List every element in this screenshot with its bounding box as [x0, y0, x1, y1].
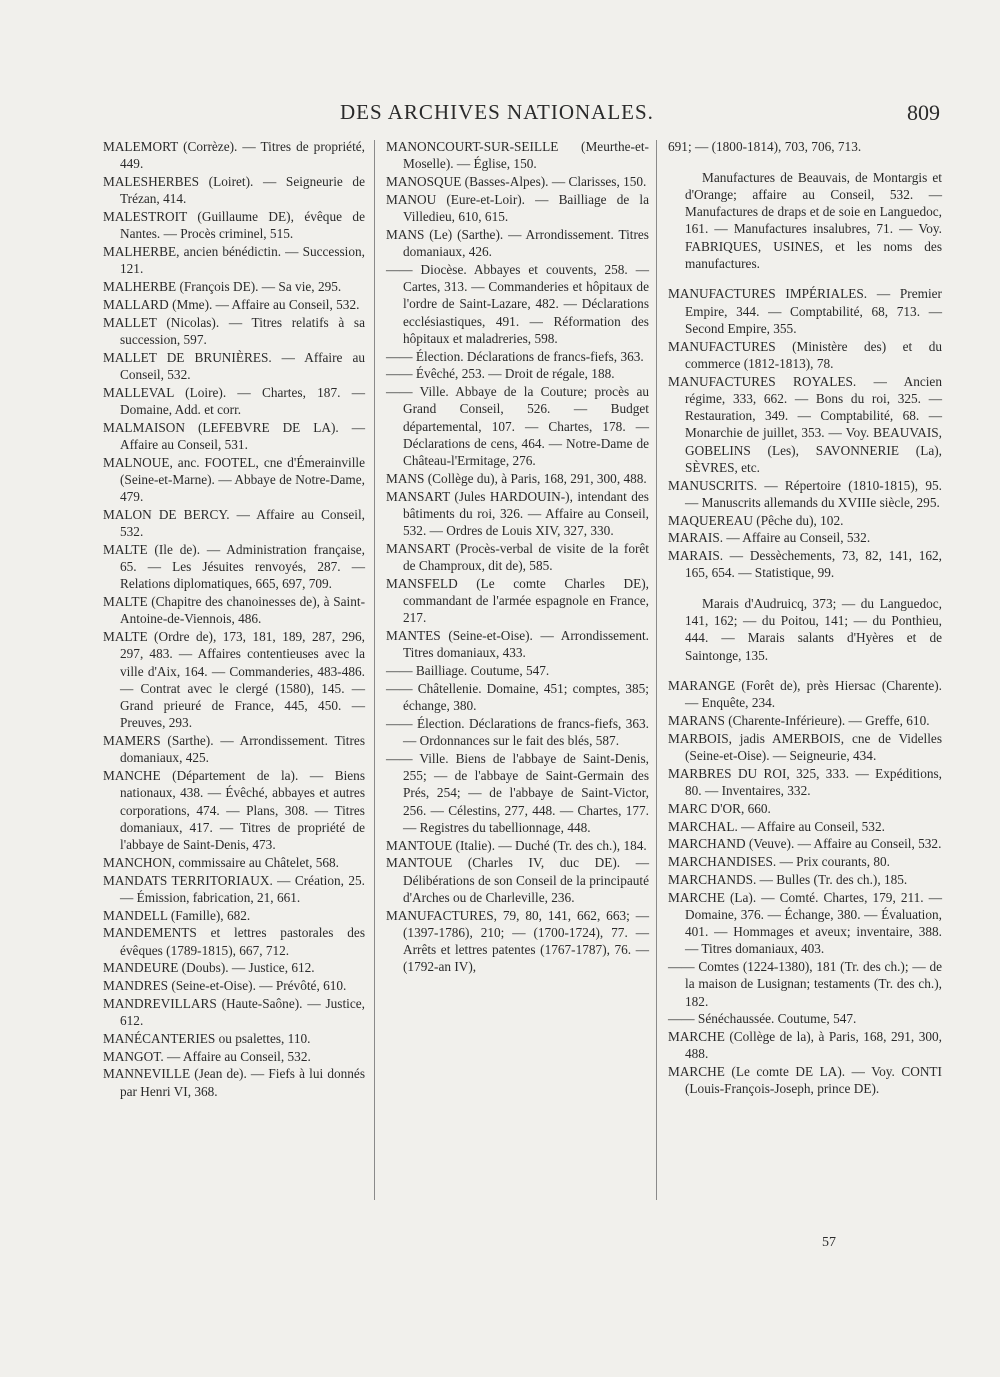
- index-entry: MARCHANDS. — Bulles (Tr. des ch.), 185.: [668, 871, 908, 887]
- index-entry: MALTE (Chapitre des chanoinesses de), à Saint-Antoine-de-Viennois, 486.: [103, 594, 365, 627]
- index-entry: MALESTROIT (Guillaume DE), évêque de Nantes. — Procès criminel, 515.: [103, 209, 365, 242]
- index-entry: —— Ville. Biens de l'abbaye de Saint-Denis, 255; — de l'abbaye de Saint-Germain des Prés, 254; — de l'abbaye de Saint-Victor, 256. — Célestins, 277, 448. — Chartes, 177. — Registres du tabellionnage, 448.: [386, 750, 649, 835]
- index-entry: MALMAISON (LEFEBVRE DE LA). — Affaire au Conseil, 531.: [103, 419, 365, 452]
- index-entry: MANSART (Procès-verbal de visite de la forêt de Champroux, dit de), 585.: [386, 540, 649, 573]
- index-entry: MANSART (Jules HARDOUIN-), intendant des bâtiments du roi, 326. — Affaire au Conseil, 532. — Ordres de Louis XIV, 327, 330.: [386, 488, 649, 538]
- index-entry: —— Châtellenie. Domaine, 451; comptes, 385; échange, 380.: [386, 680, 649, 713]
- index-entry: MALON DE BERCY. — Affaire au Conseil, 532.: [103, 506, 365, 539]
- index-entry: —— Élection. Déclarations de francs-fiefs, 363.: [386, 348, 644, 364]
- index-entry: —— Élection. Déclarations de francs-fiefs, 363. — Ordonnances sur le fait des blés, 587.: [386, 715, 649, 748]
- column-divider: [374, 140, 375, 1200]
- index-entry: MANUFACTURES, 79, 80, 141, 662, 663; — (1397-1786), 210; — (1700-1724), 77. — Arrêts et lettres patentes (1767-1787), 76. — (1792-an IV),: [386, 907, 649, 975]
- index-entry: MALTE (Ile de). — Administration française, 65. — Les Jésuites renvoyés, 287. — Relations diplomatiques, 665, 697, 709.: [103, 541, 365, 592]
- page-header: [100, 100, 940, 130]
- index-entry: MANS (Collège du), à Paris, 168, 291, 300, 488.: [386, 470, 647, 486]
- index-entry: MARCHAL. — Affaire au Conseil, 532.: [668, 818, 885, 834]
- index-entry: MANDRES (Seine-et-Oise). — Prévôté, 610.: [103, 978, 347, 993]
- index-entry: MANTOUE (Charles IV, duc DE). — Délibérations de son Conseil de la principauté d'Arches ou de Charleville, 236.: [386, 855, 649, 905]
- index-entry: MANOSQUE (Basses-Alpes). — Clarisses, 150.: [386, 174, 647, 189]
- index-entry: MARCHE (La). — Comté. Chartes, 179, 211. — Domaine, 376. — Échange, 380. — Évaluation, 401. — Hommages et aveux; inventaire, 388. — Titres domaniaux, 403.: [668, 889, 942, 957]
- index-entry: MANONCOURT-SUR-SEILLE (Meurthe-et-Moselle). — Église, 150.: [386, 139, 649, 172]
- index-entry: MALLET DE BRUNIÈRES. — Affaire au Conseil, 532.: [103, 349, 365, 382]
- index-column-3: [668, 138, 942, 1098]
- index-entry: MANSFELD (Le comte Charles DE), commandant de l'armée espagnole en France, 217.: [386, 575, 649, 626]
- index-entry: MANGOT. — Affaire au Conseil, 532.: [103, 1048, 311, 1064]
- index-entry: MARAIS. — Dessèchements, 73, 82, 141, 162, 165, 654. — Statistique, 99.: [668, 548, 942, 581]
- index-entry: MANUFACTURES ROYALES. — Ancien régime, 333, 662. — Bons du roi, 325. — Restauration, 349. — Comptabilité, 68. — Monarchie de juillet, 353. — Voy. BEAUVAIS, GOBELINS (Les), SAVONNERIE (La), SÈVRES, etc.: [668, 373, 942, 475]
- index-entry: MANTOUE (Italie). — Duché (Tr. des ch.), 184.: [386, 837, 647, 853]
- index-entry: MARCHE (Collège de la), à Paris, 168, 291, 300, 488.: [668, 1029, 942, 1062]
- index-entry: —— Bailliage. Coutume, 547.: [386, 663, 550, 678]
- index-entry: MANCHE (Département de la). — Biens nationaux, 438. — Évêché, abbayes et autres corporations, 474. — Plans, 308. — Titres domaniaux, 417. — Titres de propriété de l'abbaye de Saint-Denis, 473.: [103, 768, 365, 852]
- index-entry: MANTES (Seine-et-Oise). — Arrondissement. Titres domaniaux, 433.: [386, 628, 649, 661]
- page-number: 809: [907, 100, 940, 125]
- index-entry: —— Comtes (1224-1380), 181 (Tr. des ch.); — de la maison de Lusignan; testaments (Tr. des ch.), 182.: [668, 959, 942, 1009]
- index-entry: MANÉCANTERIES ou psalettes, 110.: [103, 1030, 311, 1046]
- index-entry: MANS (Le) (Sarthe). — Arrondissement. Titres domaniaux, 426.: [386, 226, 649, 259]
- index-entry: MANDEURE (Doubs). — Justice, 612.: [103, 960, 315, 976]
- index-entry: MANUFACTURES (Ministère des) et du commerce (1812-1813), 78.: [668, 338, 942, 371]
- index-entry: MANDEMENTS et lettres pastorales des évêques (1789-1815), 667, 712.: [103, 925, 365, 958]
- index-entry: MARC D'OR, 660.: [668, 800, 771, 816]
- index-entry: MALLET (Nicolas). — Titres relatifs à sa succession, 597.: [103, 314, 365, 347]
- index-entry: MARCHAND (Veuve). — Affaire au Conseil, 532.: [668, 836, 942, 852]
- index-entry: MANUFACTURES IMPÉRIALES. — Premier Empire, 344. — Comptabilité, 68, 713. — Second Empire, 355.: [668, 286, 942, 336]
- column-divider: [656, 140, 657, 1200]
- index-entry: MARBOIS, jadis AMERBOIS, cne de Videlles (Seine-et-Oise). — Seigneurie, 434.: [668, 730, 942, 764]
- index-entry: —— Diocèse. Abbayes et couvents, 258. — Cartes, 313. — Commanderies et hôpitaux de l'ordre de Saint-Lazare, 482. — Déclarations ecclésiastiques, 491. — Réformation des hôpitaux et maladreries, 598.: [386, 261, 649, 346]
- index-entry: MALNOUE, anc. FOOTEL, cne d'Émerainville (Seine-et-Marne). — Abbaye de Notre-Dame, 479.: [103, 454, 365, 504]
- index-entry: MARAIS. — Affaire au Conseil, 532.: [668, 530, 871, 546]
- index-entry: MARANS (Charente-Inférieure). — Greffe, 610.: [668, 713, 930, 729]
- index-entry: MALEMORT (Corrèze). — Titres de propriété, 449.: [103, 139, 365, 172]
- index-entry: Marais d'Audruicq, 373; — du Languedoc, 141, 162; — du Poitou, 141; — du Ponthieu, 444. — Marais salants d'Hyères et de Saintonge, 135.: [685, 595, 942, 663]
- index-entry: MALESHERBES (Loiret). — Seigneurie de Trézan, 414.: [103, 174, 365, 207]
- index-entry: MANDREVILLARS (Haute-Saône). — Justice, 612.: [103, 995, 365, 1028]
- index-entry: MARCHANDISES. — Prix courants, 80.: [668, 854, 890, 870]
- index-entry: MAMERS (Sarthe). — Arrondissement. Titres domaniaux, 425.: [103, 733, 365, 766]
- index-entry: MARANGE (Forêt de), près Hiersac (Charente). — Enquête, 234.: [668, 678, 942, 711]
- index-entry: MANOU (Eure-et-Loir). — Bailliage de la Villedieu, 610, 615.: [386, 191, 649, 224]
- index-column-1: [103, 138, 365, 1100]
- index-entry: MANCHON, commissaire au Châtelet, 568.: [103, 854, 339, 870]
- index-entry: MALLARD (Mme). — Affaire au Conseil, 532.: [103, 296, 360, 312]
- index-entry: MALHERBE, ancien bénédictin. — Succession, 121.: [103, 244, 365, 277]
- index-entry: MAQUEREAU (Pêche du), 102.: [668, 512, 844, 528]
- signature-mark: 57: [822, 1235, 836, 1250]
- index-column-2: [386, 138, 649, 976]
- index-entry: MANUSCRITS. — Répertoire (1810-1815), 95. — Manuscrits allemands du XVIIIe siècle, 295.: [668, 477, 942, 510]
- index-entry: MANDELL (Famille), 682.: [103, 907, 251, 923]
- index-entry: —— Sénéchaussée. Coutume, 547.: [668, 1011, 857, 1027]
- index-entry: MANNEVILLE (Jean de). — Fiefs à lui donnés par Henri VI, 368.: [103, 1066, 365, 1099]
- index-entry: MARCHE (Le comte DE LA). — Voy. CONTI (Louis-François-Joseph, prince DE).: [668, 1064, 942, 1097]
- index-entry: 691; — (1800-1814), 703, 706, 713.: [668, 139, 862, 154]
- index-entry: —— Évêché, 253. — Droit de régale, 188.: [386, 366, 615, 382]
- index-entry: MALHERBE (François DE). — Sa vie, 295.: [103, 279, 342, 294]
- index-entry: MANDATS TERRITORIAUX. — Création, 25. — Émission, fabrication, 21, 661.: [103, 872, 365, 905]
- index-entry: MALLEVAL (Loire). — Chartes, 187. — Domaine, Add. et corr.: [103, 384, 365, 417]
- index-entry: Manufactures de Beauvais, de Montargis et d'Orange; affaire au Conseil, 532. — Manufactures de draps et de soie en Languedoc, 161. — Manufactures insalubres, 71. — Voy. FABRIQUES, USINES, et les noms des manufactures.: [685, 169, 942, 271]
- running-title: DES ARCHIVES NATIONALES.: [340, 100, 654, 124]
- index-entry: MALTE (Ordre de), 173, 181, 189, 287, 296, 297, 483. — Affaires contentieuses avec la ville d'Aix, 164. — Commanderies, 483-486. — Contrat avec le clergé (1580), 145. — Grand prieuré de France, 445, 450. — Preuves, 293.: [103, 629, 365, 731]
- index-entry: MARBRES DU ROI, 325, 333. — Expéditions, 80. — Inventaires, 332.: [668, 765, 942, 799]
- index-entry: —— Ville. Abbaye de la Couture; procès au Grand Conseil, 526. — Budget départemental, 107. — Chartes, 178. — Déclarations de cens, 464. — Notre-Dame de Château-l'Ermitage, 276.: [386, 384, 649, 468]
